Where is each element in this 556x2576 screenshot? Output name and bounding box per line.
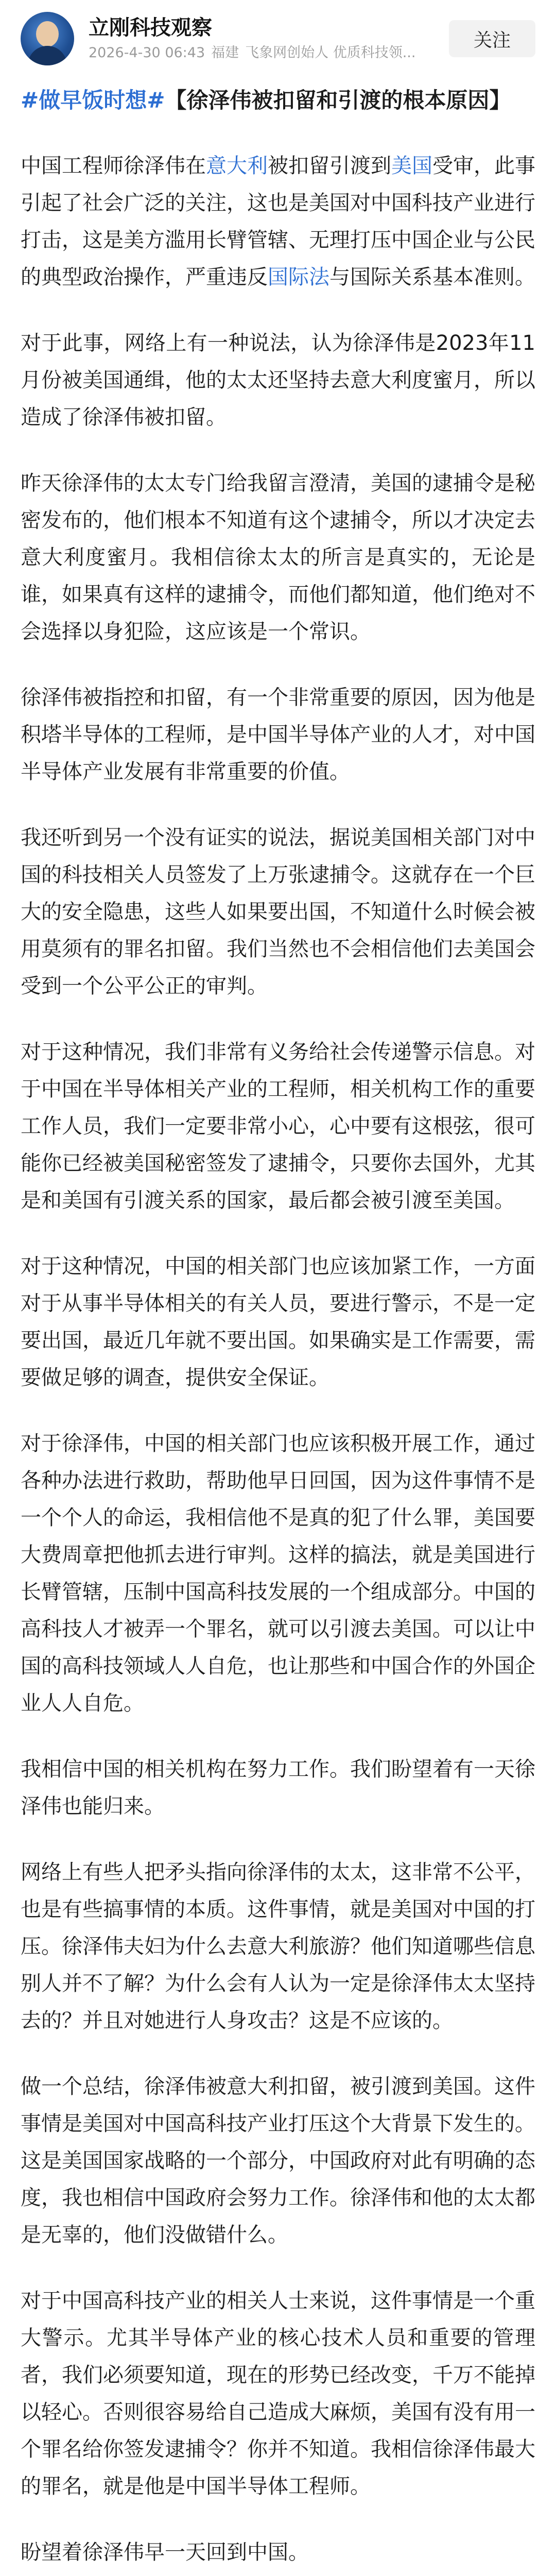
paragraph-11: 做一个总结，徐泽伟被意大利扣留，被引渡到美国。这件事情是美国对中国高科技产业打压这个大背景下发生的。这是美国国家战略的一个部分，中国政府对此有明确的态度，我也相信中国政府会努力工作。徐泽伟和他的太太都是无辜的，他们没做错什么。 (21, 2075, 535, 2247)
follow-button[interactable]: 关注 (449, 20, 535, 57)
avatar-body (28, 46, 67, 65)
link-usa[interactable]: 美国 (391, 154, 432, 178)
topic-hashtag-link[interactable]: #做早饭时想# (21, 88, 165, 113)
paragraph-1-text-c: 受审，此事引起了社会广泛的关注，这也是美国对中国科技产业进行打击，这是美方滥用长臂管辖、无理打压中国企业与公民的典型政治操作，严重违反 (21, 154, 535, 289)
author-location: 福建 (211, 45, 239, 61)
author-subline (89, 43, 449, 63)
article-title-text: 【徐泽伟被扣留和引渡的根本原因】 (165, 88, 511, 113)
paragraph-2: 对于此事，网络上有一种说法，认为徐泽伟是2023年11月份被美国通缉，他的太太还坚持去意大利度蜜月，所以造成了徐泽伟被扣留。 (21, 331, 535, 429)
paragraph-12: 对于中国高科技产业的相关人士来说，这件事情是一个重大警示。尤其半导体产业的核心技术人员和重要的管理者，我们必须要知道，现在的形势已经改变，千万不能掉以轻心。否则很容易给自己造成大麻烦，美国有没有用一个罪名给你签发逮捕令？你并不知道。我相信徐泽伟最大的罪名，就是他是中国半导体工程师。 (21, 2289, 535, 2498)
paragraph-3: 昨天徐泽伟的太太专门给我留言澄清，美国的逮捕令是秘密发布的，他们根本不知道有这个逮捕令，所以才决定去意大利度蜜月。我相信徐太太的所言是真实的，无论是谁，如果真有这样的逮捕令，而他们都知道，他们绝对不会选择以身犯险，这应该是一个常识。 (21, 471, 535, 643)
paragraph-7: 对于这种情况，中国的相关部门也应该加紧工作，一方面对于从事半导体相关的有关人员，要进行警示，不是一定要出国，最近几年就不要出国。如果确实是工作需要，需要做足够的调查，提供安全保证。 (21, 1255, 535, 1389)
paragraph-4: 徐泽伟被指控和扣留，有一个非常重要的原因，因为他是积塔半导体的工程师，是中国半导体产业的人才，对中国半导体产业发展有非常重要的价值。 (21, 686, 535, 784)
author-meta (89, 14, 449, 63)
author-avatar[interactable] (21, 12, 74, 65)
paragraph-1-text-b: 被扣留引渡到 (268, 154, 391, 178)
paragraph-1-text-a: 中国工程师徐泽伟在 (21, 154, 206, 178)
link-international-law[interactable]: 国际法 (268, 265, 329, 289)
author-name[interactable]: 立刚科技观察 (89, 16, 212, 40)
paragraph-8: 对于徐泽伟，中国的相关部门也应该积极开展工作，通过各种办法进行救助，帮助他早日回国，因为这件事情不是一个个人的命运，我相信他不是真的犯了什么罪，美国要大费周章把他抓去进行审判。这样的搞法，就是美国进行长臂管辖，压制中国高科技发展的一个组成部分。中国的高科技人才被弄一个罪名，就可以引渡去美国。可以让中国的高科技领域人人自危，也让那些和中国合作的外国企业人人自危。 (21, 1432, 535, 1715)
link-italy[interactable]: 意大利 (206, 154, 268, 178)
article-title (21, 81, 535, 120)
avatar-face (36, 21, 59, 47)
paragraph-5: 我还听到另一个没有证实的说法，据说美国相关部门对中国的科技相关人员签发了上万张逮捕令。这就存在一个巨大的安全隐患，这些人如果要出国，不知道什么时候会被用莫须有的罪名扣留。我们当然也不会相信他们去美国会受到一个公平公正的审判。 (21, 826, 535, 998)
post-header (0, 0, 556, 77)
paragraph-9: 我相信中国的相关机构在努力工作。我们盼望着有一天徐泽伟也能归来。 (21, 1757, 535, 1818)
post-timestamp: 2026-4-30 06:43 (89, 45, 205, 61)
paragraph-13: 盼望着徐泽伟早一天回到中国。 (21, 2540, 309, 2564)
paragraph-1 (21, 147, 535, 296)
article-body (21, 81, 535, 2576)
paragraph-6: 对于这种情况，我们非常有义务给社会传递警示信息。对于中国在半导体相关产业的工程师，相关机构工作的重要工作人员，我们一定要非常小心，心中要有这根弦，很可能你已经被美国秘密签发了逮捕令，只要你去国外，尤其是和美国有引渡关系的国家，最后都会被引渡至美国。 (21, 1040, 535, 1212)
paragraph-10: 网络上有些人把矛头指向徐泽伟的太太，这非常不公平，也是有些搞事情的本质。这件事情，就是美国对中国的打压。徐泽伟夫妇为什么去意大利旅游？他们知道哪些信息别人并不了解？为什么会有人认为一定是徐泽伟太太坚持去的？并且对她进行人身攻击？这是不应该的。 (21, 1860, 535, 2032)
author-title: 飞象网创始人 优质科技领... (245, 45, 416, 61)
paragraph-1-text-d: 与国际关系基本准则。 (329, 265, 535, 289)
